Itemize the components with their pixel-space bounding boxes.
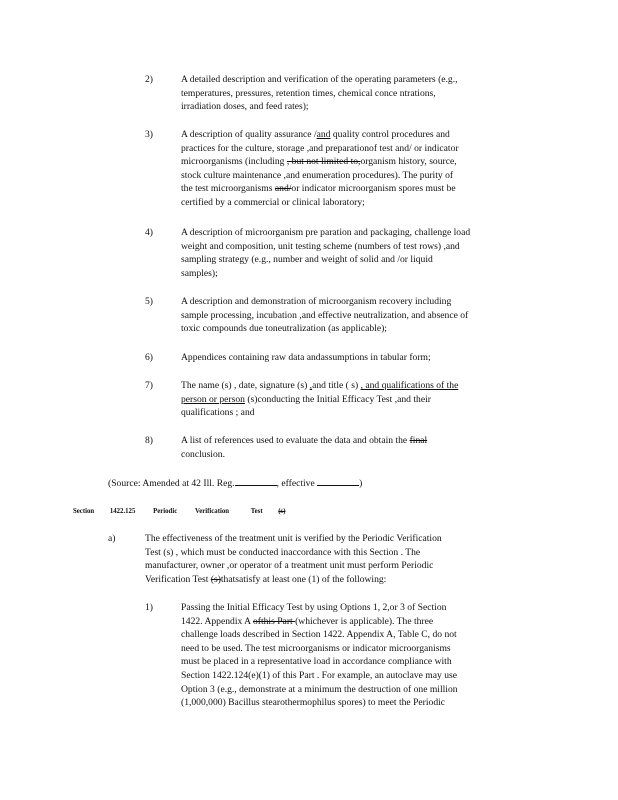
list-item-paragraph: A description of microorganism pre paration and packaging, challenge load weight and composition, unit testing scheme (numbers of test rows) ,and sampling strategy (e.g., number and weight of solid and /or liquid samples); [181,227,471,279]
item-number: 5) [145,296,153,307]
item-number: 7) [145,380,153,391]
item-number: 6) [145,352,153,363]
item-number: 3) [145,129,153,140]
blank-line [235,476,277,486]
list-item-paragraph: A description of quality assurance /and quality control procedures and practices for the culture, storage ,and preparationof test and/ or indicator microorganisms (including , but not limited to,organism history, source, stock culture maintenance ,and enumeration procedures). The purity of the test microorganisms and/or indicator microorganism spores must be certified by a commercial or clinical laboratory; [181,129,459,208]
source-note: (Source: Amended at 42 Ill. Reg. , effective ) [108,478,363,489]
list-item-paragraph: Passing the Initial Efficacy Test by using Options 1, 2,or 3 of Section 1422. Appendix A ofthis Part (whichever is applicable). The three challenge loads described in Section 1422. Appendix A, Table C, do not need to be used. The test microorganisms or indicator microorganisms must be placed in a representative load in accordance compliance with Section 1422.124(e)(1) of this Part . For example, an autoclave may use Option 3 (e.g., demonstrate at a minimum the destruction of one million (1,000,000) Bacillus stearothermophilus spores) to meet the Periodic [181,602,458,709]
item-number: 4) [145,227,153,238]
subsection-paragraph: The effectiveness of the treatment unit is verified by the Periodic Verification Test (s) , which must be conducted inaccordance with this Section . The manufacturer, owner ,or operator of a treatment unit must perform Periodic Verification Test (s)thatsatisfy at least one (1) of the following: [145,533,442,585]
list-item-paragraph: The name (s) , date, signature (s) ,and title ( s) , and qualifications of the person or person (s)conducting the Initial Efficacy Test ,and their qualifications ; and [181,380,459,419]
blank-line [317,476,359,486]
list-item-paragraph: A list of references used to evaluate the data and obtain the final conclusion. [181,435,428,460]
section-heading: Section 1422.125 Periodic Verification Test (s) [73,508,286,515]
item-number: 2) [145,74,153,85]
item-number: 1) [145,602,153,613]
list-item-paragraph: A detailed description and verification of the operating parameters (e.g., temperatures, pressures, retention times, chemical conce ntrations, irradiation doses, and feed rates); [181,74,458,113]
subsection-letter: a) [108,533,116,544]
list-item-paragraph: Appendices containing raw data andassumptions in tabular form; [181,352,431,363]
list-item-paragraph: A description and demonstration of microorganism recovery including sample processing, incubation ,and effective neutralization, and absence of toxic compounds due toneutralization (as applicable); [181,296,469,335]
item-number: 8) [145,435,153,446]
